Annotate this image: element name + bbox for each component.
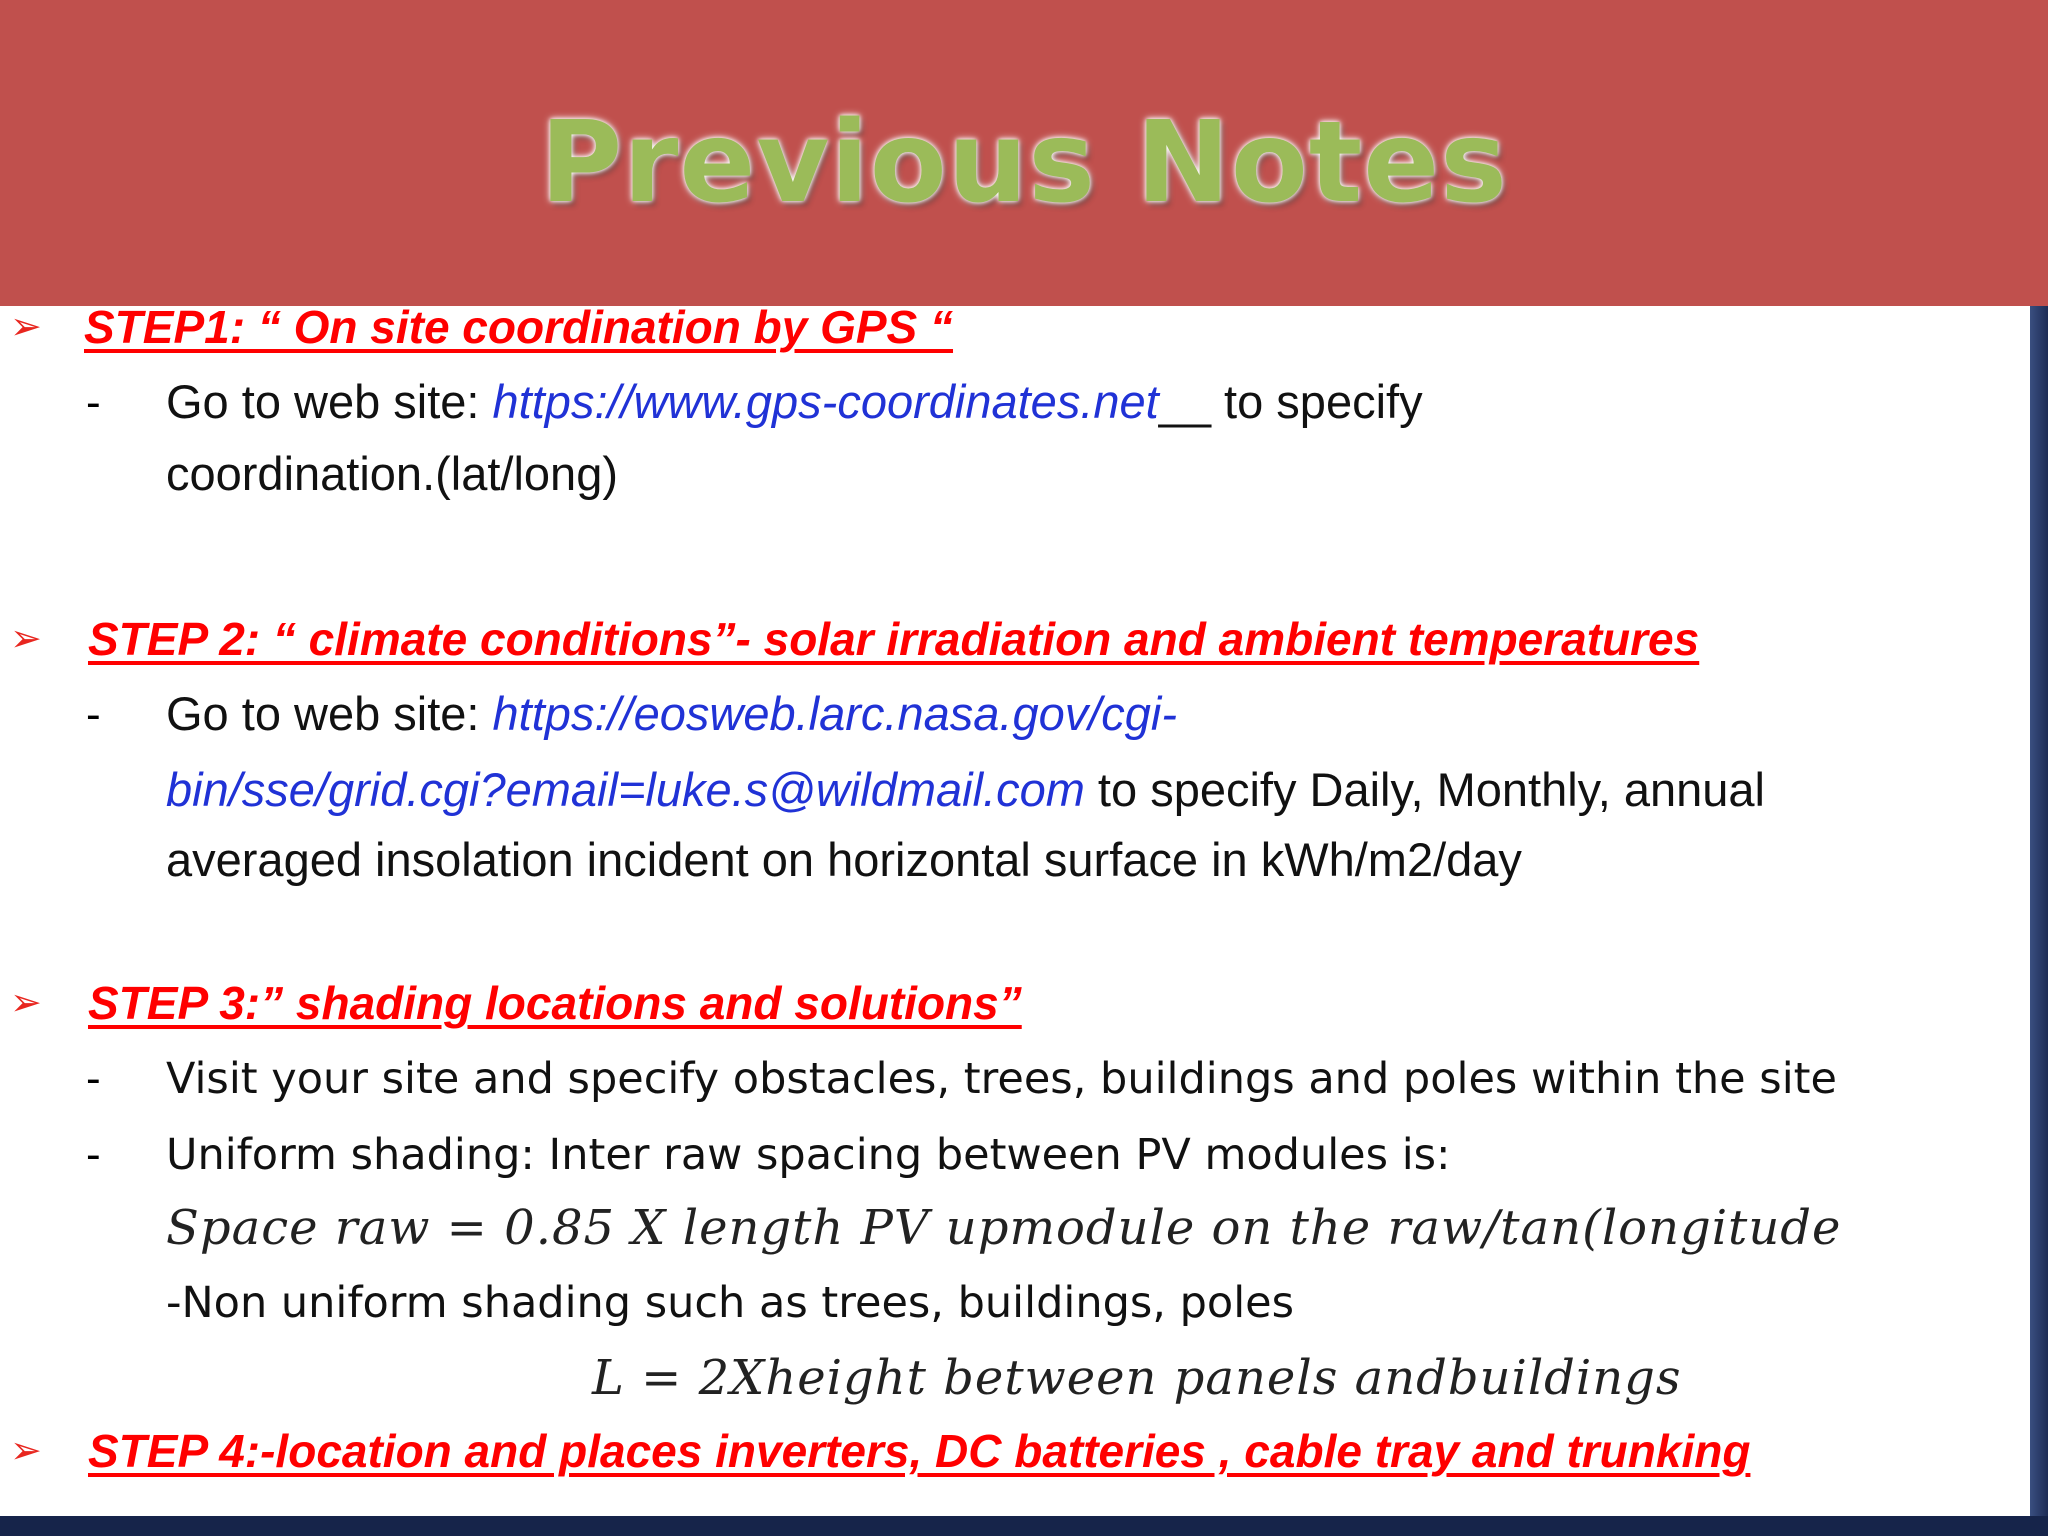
- dash-bullet: -: [86, 1054, 101, 1103]
- dash-bullet: -: [86, 378, 101, 427]
- step2-bullet-suffix: to specify Daily, Monthly, annual: [1084, 763, 1765, 816]
- nonuniform-shading-text: -Non uniform shading such as trees, buildings, poles: [166, 1278, 1295, 1328]
- step3-heading: STEP 3:” shading locations and solutions”: [88, 977, 1022, 1029]
- step1-heading: STEP1: “ On site coordination by GPS “: [84, 301, 954, 353]
- step3-bullet-1: Visit your site and specify obstacles, trees, buildings and poles within the site: [166, 1054, 1837, 1104]
- arrow-bullet-icon: ➢: [10, 1428, 42, 1472]
- slide-title: Previous Notes: [540, 98, 1508, 228]
- dash-bullet: -: [86, 1130, 101, 1179]
- arrow-bullet-icon: ➢: [10, 616, 42, 660]
- step1-bullet-prefix: Go to web site:: [166, 375, 493, 428]
- formula-space-raw: Space raw = 0.85 X length PV upmodule on the raw/tan(longitude: [166, 1200, 1842, 1256]
- dash-bullet: -: [86, 690, 101, 739]
- step2-bullet-line3: averaged insolation incident on horizontal surface in kWh/m2/day: [166, 833, 1522, 886]
- step1-bullet-suffix: __ to specify: [1158, 375, 1423, 428]
- slide-border-right: [2030, 306, 2048, 1536]
- step2-heading: STEP 2: “ climate conditions”- solar irradiation and ambient temperatures: [88, 613, 1700, 665]
- slide-border-bottom: [0, 1516, 2048, 1536]
- step2-bullet-line1: [166, 686, 1177, 741]
- arrow-bullet-icon: ➢: [10, 304, 42, 348]
- step1-bullet-line2: coordination.(lat/long): [166, 447, 618, 500]
- gps-coordinates-link[interactable]: https://www.gps-coordinates.net: [492, 375, 1159, 428]
- step2-bullet-prefix: Go to web site:: [166, 687, 493, 740]
- step4-heading: STEP 4:-location and places inverters, DC batteries , cable tray and trunking: [88, 1425, 1751, 1477]
- step1-bullet-line1: [166, 374, 1423, 429]
- nasa-sse-link[interactable]: https://eosweb.larc.nasa.gov/cgi-: [492, 687, 1178, 740]
- formula-distance: L = 2Xheight between panels andbuildings: [592, 1350, 1682, 1406]
- nasa-sse-link-cont[interactable]: bin/sse/grid.cgi?email=luke.s@wildmail.com: [166, 763, 1085, 816]
- step2-bullet-line2: [166, 762, 1765, 817]
- arrow-bullet-icon: ➢: [10, 980, 42, 1024]
- step3-bullet-2: Uniform shading: Inter raw spacing between PV modules is:: [166, 1130, 1451, 1180]
